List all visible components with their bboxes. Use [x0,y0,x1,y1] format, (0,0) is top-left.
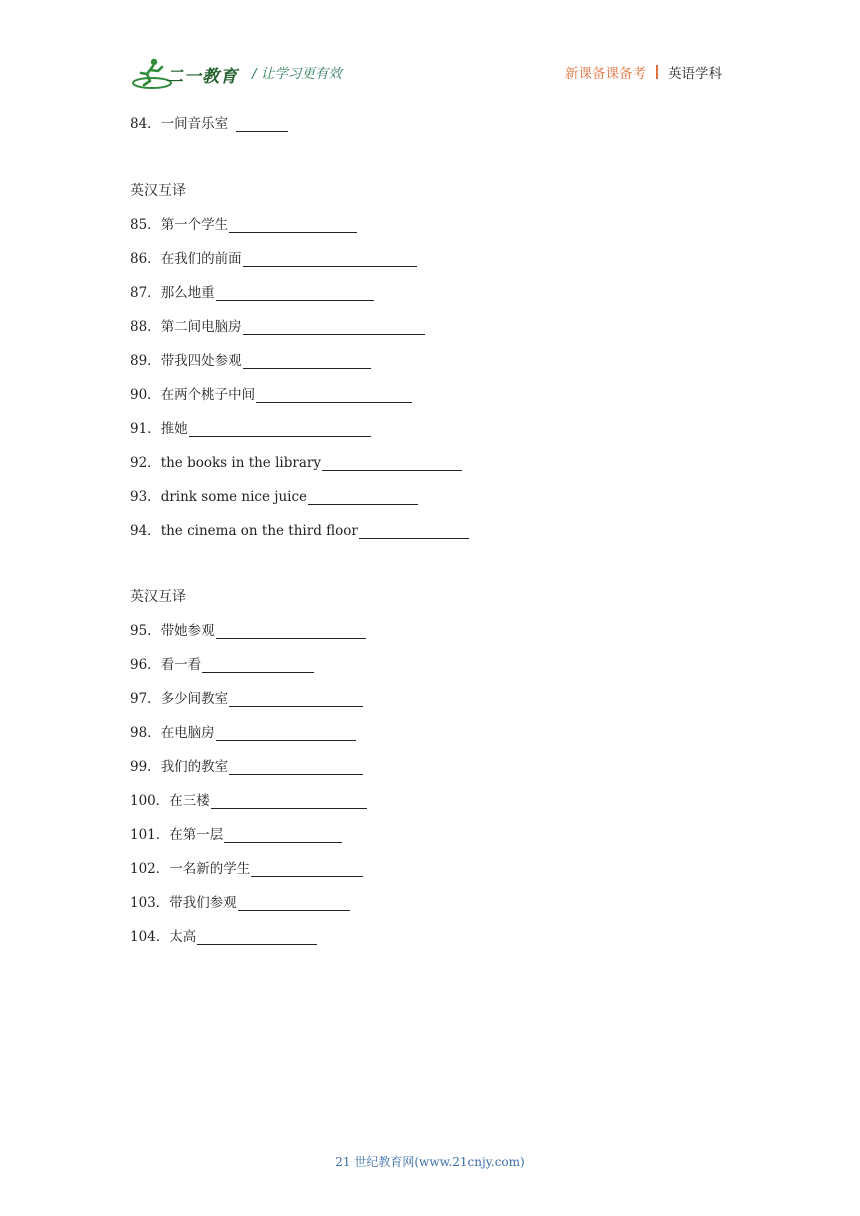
answer-blank[interactable] [251,862,363,877]
answer-blank[interactable] [236,117,288,132]
answer-blank[interactable] [243,354,371,369]
answer-blank[interactable] [202,658,314,673]
item-text: 看一看 [160,657,202,673]
item-text: 第二间电脑房 [160,319,242,335]
item-text: the books in the library [160,455,321,471]
page-footer: 21 世纪教育网(www.21cnjy.com) [335,1155,525,1169]
exercise-item [130,721,356,741]
exercise-item [130,687,363,707]
answer-blank[interactable] [211,794,367,809]
answer-blank[interactable] [189,422,371,437]
item-number: 94． [130,523,161,539]
exercise-item [130,213,357,233]
exercise-item [130,823,342,843]
slogan: / 让学习更有效 [252,66,342,82]
item-number: 100． [130,793,170,809]
item-number: 89． [130,353,161,369]
item-text: 带她参观 [160,623,215,639]
exercise-item [130,485,418,505]
item-text: 一间音乐室 [160,116,229,132]
answer-blank[interactable] [229,218,357,233]
header-label: 新课备课备考 [565,66,646,82]
item-number: 88． [130,319,161,335]
item-number: 101． [130,827,170,843]
logo [132,56,242,90]
exercise-item [130,247,417,267]
item-number: 102． [130,861,170,877]
item-text: 太高 [169,929,197,945]
exercise-item [130,925,317,945]
exercise-item [130,349,371,369]
exercise-item [130,619,366,639]
item-number: 98． [130,725,161,741]
exercise-item [130,891,350,911]
item-number: 93． [130,489,161,505]
exercise-item [130,417,371,437]
page-header [0,0,860,100]
item-text: 多少间教室 [160,691,229,707]
item-number: 96． [130,657,161,673]
answer-blank[interactable] [359,524,469,539]
exercise-item [130,451,462,471]
item-text: 推她 [160,421,188,437]
header-divider [656,65,658,79]
item-number: 103． [130,895,170,911]
exercise-item [130,519,469,539]
item-number: 86． [130,251,161,267]
item-number: 91． [130,421,161,437]
item-text: 在三楼 [169,793,210,809]
item-text: 一名新的学生 [169,861,251,877]
answer-blank[interactable] [256,388,412,403]
item-text: 带我四处参观 [160,353,242,369]
exercise-item [130,383,412,403]
exercise-item [130,315,425,335]
item-number: 104． [130,929,170,945]
item-text: 那么地重 [160,285,215,301]
item-text: 在第一层 [169,827,224,843]
exercise-item [130,857,363,877]
item-number: 95． [130,623,161,639]
answer-blank[interactable] [238,896,350,911]
exercise-item [130,755,363,775]
item-number: 85． [130,217,161,233]
item-text: 在电脑房 [160,725,215,741]
exercise-item [130,112,288,132]
answer-blank[interactable] [197,930,317,945]
item-text: 在两个桃子中间 [160,387,256,403]
item-text: the cinema on the third floor [160,523,358,539]
answer-blank[interactable] [229,760,363,775]
exercise-item [130,653,314,673]
answer-blank[interactable] [308,490,418,505]
item-text: 在我们的前面 [160,251,242,267]
exercise-item [130,281,374,301]
item-number: 97． [130,691,161,707]
answer-blank[interactable] [229,692,363,707]
header-subject: 英语学科 [668,66,722,82]
answer-blank[interactable] [243,320,425,335]
item-number: 92． [130,455,161,471]
answer-blank[interactable] [216,286,374,301]
item-number: 99． [130,759,161,775]
answer-blank[interactable] [243,252,417,267]
answer-blank[interactable] [216,726,356,741]
header-right [565,62,722,82]
item-text: 第一个学生 [160,217,229,233]
answer-blank[interactable] [224,828,342,843]
answer-blank[interactable] [322,456,462,471]
item-text: drink some nice juice [160,489,308,505]
item-number: 84． [130,116,161,132]
item-number: 87． [130,285,161,301]
section-title: 英汉互译 [130,183,186,199]
item-number: 90． [130,387,161,403]
item-text: 带我们参观 [169,895,237,911]
exercise-item [130,789,367,809]
section-title: 英汉互译 [130,589,186,605]
answer-blank[interactable] [216,624,366,639]
logo-text: 二一教育 [166,67,238,87]
item-text: 我们的教室 [160,759,229,775]
